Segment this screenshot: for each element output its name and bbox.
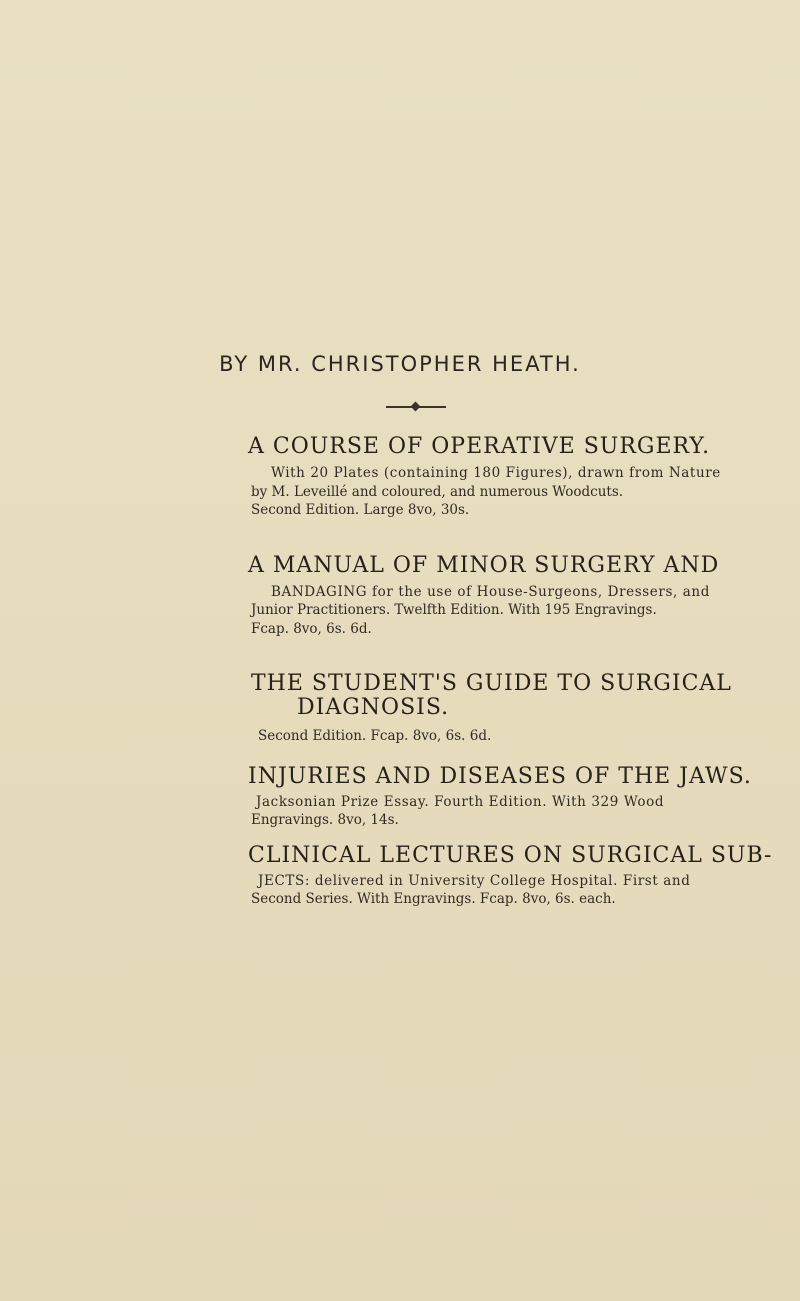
divider-ornament [386,406,446,408]
book-title-continued: DIAGNOSIS. [297,695,450,720]
book-description-line: Jacksonian Prize Essay. Fourth Edition. With 329 Wood [256,794,665,810]
book-title: A COURSE OF OPERATIVE SURGERY. [248,434,711,459]
book-edition-price: Second Edition. Fcap. 8vo, 6s. 6d. [258,728,492,744]
book-title: CLINICAL LECTURES ON SURGICAL SUB- [248,843,773,868]
book-edition-price: Fcap. 8vo, 6s. 6d. [251,621,372,637]
book-title: THE STUDENT'S GUIDE TO SURGICAL [251,671,732,696]
book-description-line: BANDAGING for the use of House-Surgeons, Dressers, and [271,584,710,600]
book-title: A MANUAL OF MINOR SURGERY AND [248,553,720,578]
book-edition-price: Engravings. 8vo, 14s. [251,812,399,828]
book-description-line: JECTS: delivered in University College Hospital. First and [258,873,691,889]
book-title: INJURIES AND DISEASES OF THE JAWS. [248,764,752,789]
book-description-line: Second Series. With Engravings. Fcap. 8vo, 6s. each. [251,891,616,907]
page-heading: BY MR. CHRISTOPHER HEATH. [219,352,581,376]
book-edition-price: Second Edition. Large 8vo, 30s. [251,502,470,518]
book-description-line: With 20 Plates (containing 180 Figures), drawn from Nature [271,465,721,481]
book-description-line: by M. Leveillé and coloured, and numerous Woodcuts. [251,484,624,500]
book-description-line: Junior Practitioners. Twelfth Edition. With 195 Engravings. [251,602,657,618]
